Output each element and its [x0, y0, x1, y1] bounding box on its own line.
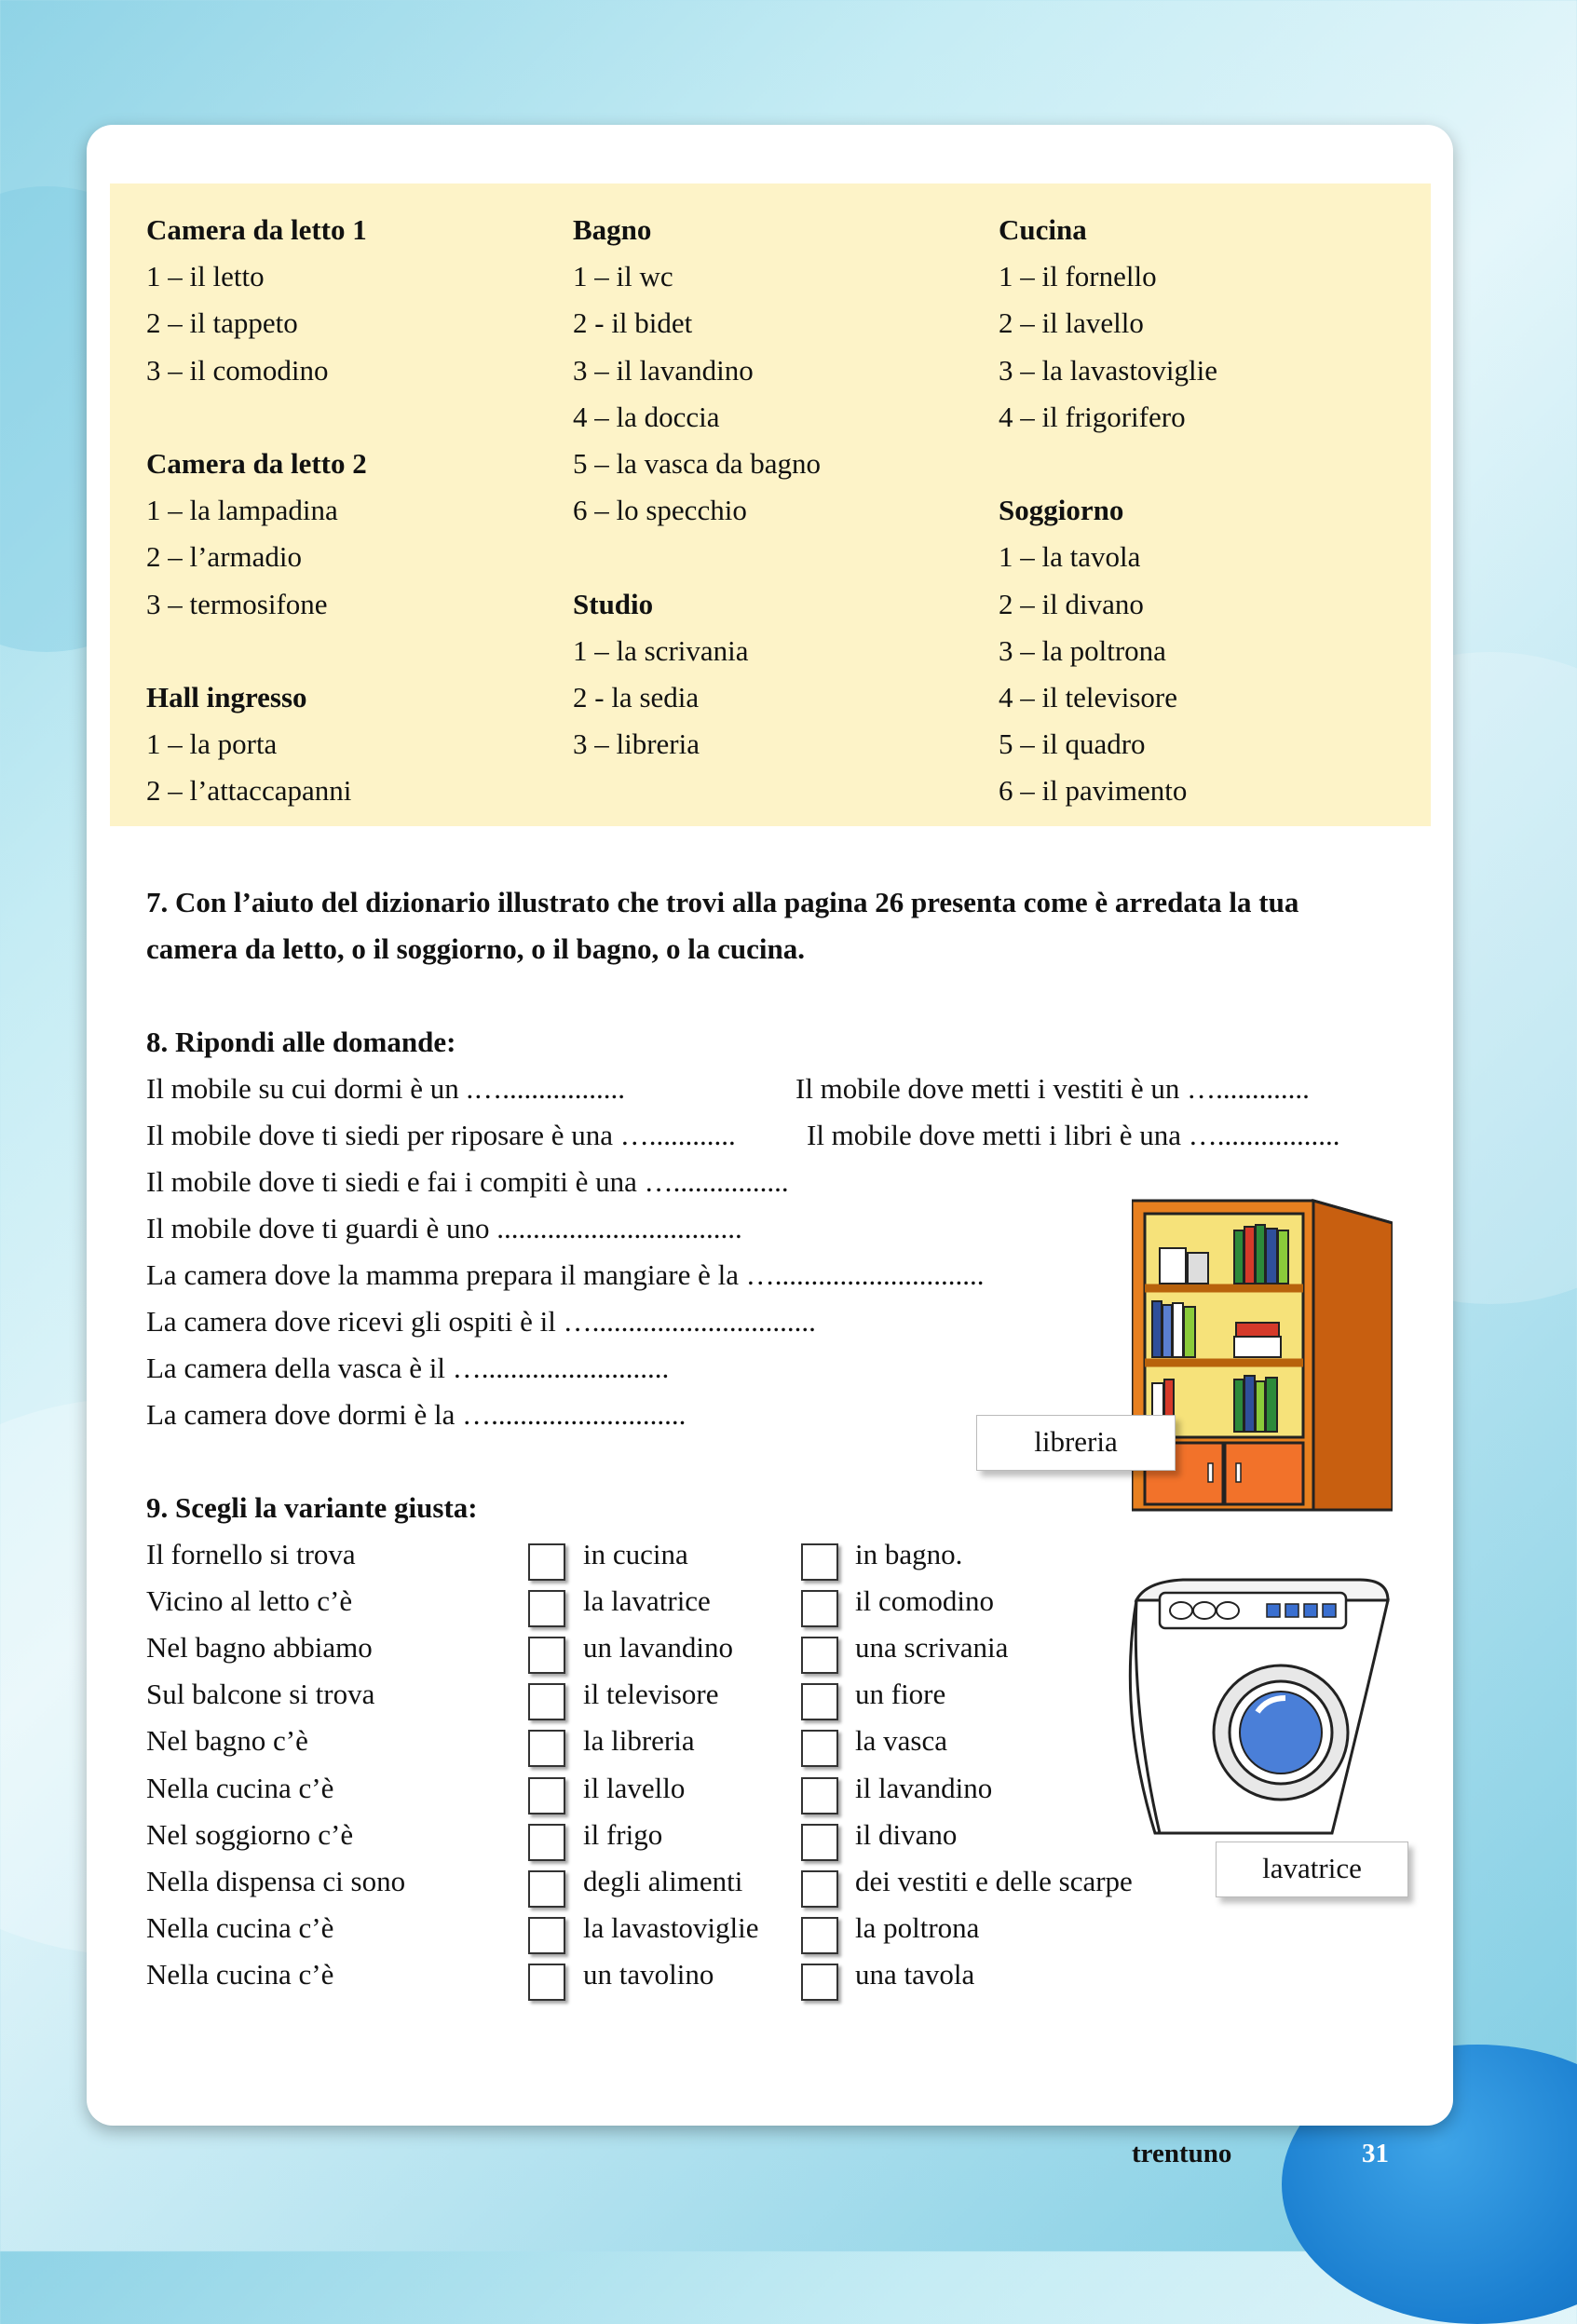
vocab-item [146, 628, 367, 674]
exercise-8-question: La camera dove la mamma prepara il mangiare è la …............................. [146, 1258, 985, 1291]
option-b-checkbox[interactable] [801, 1637, 838, 1674]
option-b-checkbox[interactable] [801, 1683, 838, 1720]
option-b-checkbox[interactable] [801, 1917, 838, 1954]
exercise-8-question: Il mobile dove metti i libri è una …................. [807, 1119, 1340, 1151]
exercise-9-question: Nel bagno c’è [146, 1724, 308, 1758]
vocab-item: 1 – la scrivania [573, 633, 749, 667]
option-a-label: il frigo [583, 1817, 663, 1851]
vocab-item: 1 – la tavola [999, 540, 1141, 574]
option-a-checkbox[interactable] [528, 1730, 565, 1767]
option-b-label: la vasca [855, 1724, 947, 1758]
exercise-7-line-1: 7. Con l’aiuto del dizionario illustrato che trovi alla pagina 26 presenta come è arredata la tua [146, 886, 1299, 918]
vocab-item: 3 – la poltrona [999, 633, 1166, 667]
option-b-checkbox[interactable] [801, 1870, 838, 1908]
vocab-item: 5 – il quadro [999, 727, 1146, 761]
vocab-item: 3 – la lavastoviglie [999, 353, 1218, 387]
vocab-column-1 [146, 207, 367, 814]
option-b-label: il comodino [855, 1584, 994, 1618]
vocab-item: 6 – lo specchio [573, 494, 747, 527]
option-b-checkbox[interactable] [801, 1824, 838, 1861]
vocab-heading: Soggiorno [999, 494, 1124, 527]
option-b-checkbox[interactable] [801, 1730, 838, 1767]
vocab-item: 2 – l’armadio [146, 540, 303, 574]
vocab-item: 5 – la vasca da bagno [573, 446, 821, 480]
option-a-checkbox[interactable] [528, 1590, 565, 1627]
vocab-heading: Camera da letto 2 [146, 446, 367, 480]
exercise-9-question: Nel bagno abbiamo [146, 1631, 373, 1665]
vocab-item: 1 – il wc [573, 260, 673, 293]
exercise-8-title: 8. Ripondi alle domande: [146, 1026, 456, 1058]
option-a-label: in cucina [583, 1538, 688, 1570]
exercise-8-question: Il mobile su cui dormi è un .…................. [146, 1072, 626, 1105]
option-b-label: in bagno. [855, 1538, 963, 1570]
vocab-item: 6 – il pavimento [999, 774, 1188, 808]
vocab-heading: Hall ingresso [146, 680, 307, 714]
vocab-item [573, 534, 821, 580]
vocab-heading: Cucina [999, 213, 1087, 246]
option-a-checkbox[interactable] [528, 1777, 565, 1814]
vocab-heading: Bagno [573, 213, 652, 246]
exercise-9-title: 9. Scegli la variante giusta: [146, 1491, 478, 1524]
option-b-label: una tavola [855, 1957, 975, 1991]
option-b-checkbox[interactable] [801, 1543, 838, 1581]
option-b-label: un fiore [855, 1678, 946, 1711]
vocab-item: 4 – il televisore [999, 680, 1177, 714]
vocab-item: 2 – il tappeto [146, 306, 298, 340]
vocab-item: 2 - la sedia [573, 680, 700, 714]
vocab-item: 2 – il lavello [999, 306, 1144, 340]
vocab-heading: Camera da letto 1 [146, 213, 367, 246]
exercise-9-question: Nella cucina c’è [146, 1957, 334, 1991]
exercise-9-question: Il fornello si trova [146, 1538, 356, 1570]
option-b-label: il lavandino [855, 1771, 993, 1804]
washing-machine-illustration [1108, 1572, 1397, 1838]
lavatrice-label: lavatrice [1216, 1842, 1408, 1897]
option-a-label: la libreria [583, 1724, 695, 1758]
exercise-9-question: Nella cucina c’è [146, 1771, 334, 1804]
vocab-item: 3 – il comodino [146, 353, 329, 387]
vocab-item: 3 – libreria [573, 727, 700, 761]
vocab-column-2 [573, 207, 821, 768]
vocab-item: 1 – il letto [146, 260, 265, 293]
libreria-label: libreria [976, 1415, 1176, 1471]
exercise-8-question: Il mobile dove ti guardi è uno .................................. [146, 1212, 742, 1244]
option-b-label: una scrivania [855, 1631, 1009, 1665]
page-number: 31 [1362, 2139, 1389, 2168]
vocab-item [146, 394, 367, 441]
option-a-label: la lavatrice [583, 1584, 711, 1618]
option-a-label: degli alimenti [583, 1864, 743, 1897]
exercise-8-question: La camera della vasca è il ….......................... [146, 1352, 670, 1384]
vocabulary-box [110, 183, 1431, 826]
option-a-label: il televisore [583, 1678, 719, 1711]
option-b-label: il divano [855, 1817, 958, 1851]
vocab-column-3 [999, 207, 1217, 814]
exercise-9-question: Sul balcone si trova [146, 1678, 375, 1711]
vocab-item: 2 – il divano [999, 587, 1144, 620]
exercise-8-question: Il mobile dove metti i vestiti è un …............. [795, 1072, 1310, 1105]
exercise-9-question: Nella cucina c’è [146, 1910, 334, 1944]
option-a-label: la lavastoviglie [583, 1910, 759, 1944]
option-b-checkbox[interactable] [801, 1590, 838, 1627]
exercise-9-question: Nel soggiorno c’è [146, 1817, 354, 1851]
exercise-8-question: La camera dove ricevi gli ospiti è il …............................... [146, 1305, 816, 1338]
vocab-item: 4 – la doccia [573, 400, 720, 433]
option-b-label: la poltrona [855, 1910, 980, 1944]
option-b-label: dei vestiti e delle scarpe [855, 1864, 1133, 1897]
option-a-label: un tavolino [583, 1957, 714, 1991]
option-a-checkbox[interactable] [528, 1637, 565, 1674]
vocab-item: 3 – il lavandino [573, 353, 754, 387]
exercise-8-question: Il mobile dove ti siedi per riposare è una …............ [146, 1119, 736, 1151]
exercise-8-question: La camera dove dormi è la …........................... [146, 1398, 687, 1431]
vocab-item: 1 – la lampadina [146, 494, 338, 527]
vocab-item: 2 – l’attaccapanni [146, 774, 352, 808]
option-b-checkbox[interactable] [801, 1777, 838, 1814]
exercise-7-line-2: camera da letto, o il soggiorno, o il bagno, o la cucina. [146, 932, 805, 965]
vocab-item: 4 – il frigorifero [999, 400, 1186, 433]
option-a-label: un lavandino [583, 1631, 733, 1665]
option-a-checkbox[interactable] [528, 1870, 565, 1908]
page-number-word: trentuno [1132, 2139, 1232, 2168]
option-a-label: il lavello [583, 1771, 686, 1804]
vocab-item [999, 441, 1217, 487]
vocab-item: 3 – termosifone [146, 587, 328, 620]
exercise-9-question: Vicino al letto c’è [146, 1584, 353, 1618]
vocab-item: 1 – la porta [146, 727, 278, 761]
option-a-checkbox[interactable] [528, 1824, 565, 1861]
vocab-item: 1 – il fornello [999, 260, 1157, 293]
exercise-8-question: Il mobile dove ti siedi e fai i compiti è una …................ [146, 1165, 789, 1198]
vocab-item: 2 - il bidet [573, 306, 693, 340]
option-a-checkbox[interactable] [528, 1917, 565, 1954]
option-a-checkbox[interactable] [528, 1543, 565, 1581]
option-a-checkbox[interactable] [528, 1683, 565, 1720]
option-b-checkbox[interactable] [801, 1964, 838, 2001]
vocab-heading: Studio [573, 587, 654, 620]
exercise-9-question: Nella dispensa ci sono [146, 1864, 406, 1897]
option-a-checkbox[interactable] [528, 1964, 565, 2001]
